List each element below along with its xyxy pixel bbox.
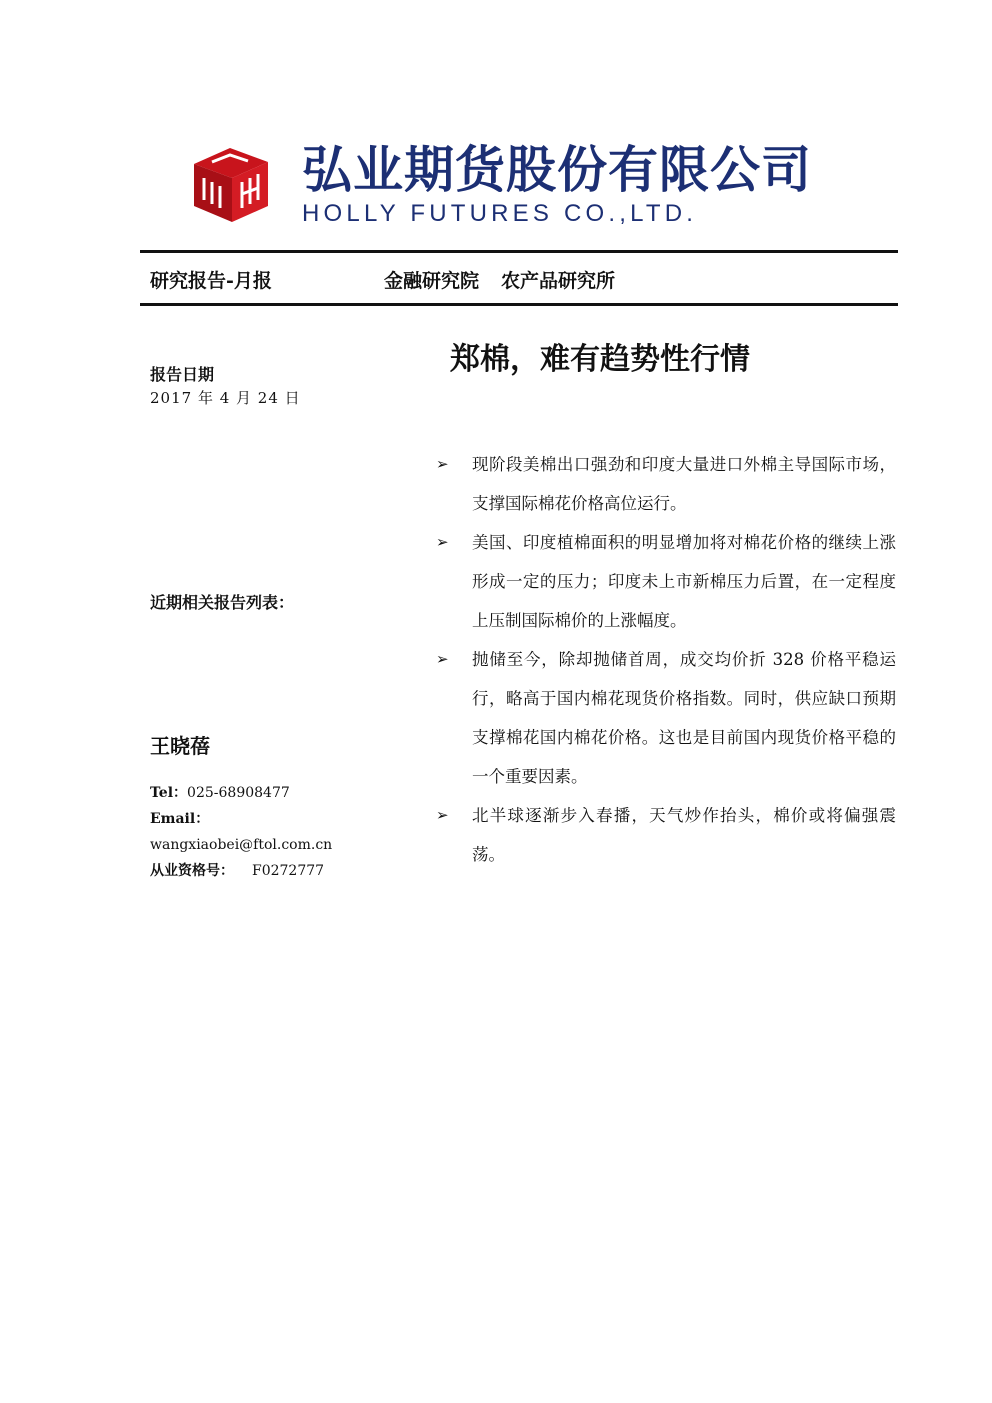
institute-line bbox=[384, 266, 637, 293]
summary-bullet bbox=[436, 445, 896, 523]
bullet-text: 美国、印度植棉面积的明显增加将对棉花价格的继续上涨形成一定的压力；印度未上市新棉压力后置，在一定程度上压制国际棉价的上涨幅度。 bbox=[472, 533, 896, 630]
summary-bullet bbox=[436, 796, 896, 874]
bullet-text: 现阶段美棉出口强劲和印度大量进口外棉主导国际市场，支撑国际棉花价格高位运行。 bbox=[472, 455, 896, 513]
bullet-text: 北半球逐渐步入春播，天气炒作抬头，棉价或将偏强震荡。 bbox=[472, 806, 896, 864]
author-contact bbox=[150, 780, 332, 884]
department-name: 农产品研究所 bbox=[501, 270, 616, 292]
license-value: F0272777 bbox=[252, 863, 325, 879]
license-label: 从业资格号： bbox=[150, 863, 234, 879]
header-bottom-rule bbox=[140, 303, 898, 306]
report-date: 2017 年 4 月 24 日 bbox=[150, 389, 301, 407]
header-top-rule bbox=[140, 250, 898, 253]
summary-bullets bbox=[436, 445, 896, 874]
holly-cube-logo-icon bbox=[190, 142, 272, 224]
arrowhead-bullet-icon: ➢ bbox=[436, 455, 449, 473]
company-logo bbox=[190, 140, 860, 230]
tel-value: 025-68908477 bbox=[187, 785, 290, 801]
email-label: Email： bbox=[150, 811, 210, 827]
related-reports-label: 近期相关报告列表： bbox=[150, 593, 295, 612]
report-title: 郑棉，难有趋势性行情 bbox=[450, 342, 750, 377]
company-name-en: HOLLY FUTURES CO.,LTD. bbox=[302, 200, 698, 227]
tel-line bbox=[150, 780, 332, 806]
summary-bullet bbox=[436, 640, 896, 796]
bullet-text: 抛储至今，除却抛储首周，成交均价折 328 价格平稳运行，略高于国内棉花现货价格指数。同时，供应缺口预期支撑棉花国内棉花价格。这也是目前国内现货价格平稳的一个重要因素。 bbox=[472, 650, 896, 786]
report-type: 研究报告-月报 bbox=[150, 270, 272, 292]
author-name: 王晓蓓 bbox=[150, 734, 210, 758]
license-line bbox=[150, 858, 332, 884]
email-value[interactable]: wangxiaobei@ftol.com.cn bbox=[150, 837, 333, 853]
date-label: 报告日期 bbox=[150, 365, 215, 384]
arrowhead-bullet-icon: ➢ bbox=[436, 806, 449, 824]
summary-bullet bbox=[436, 523, 896, 640]
institute-name: 金融研究院 bbox=[384, 270, 480, 292]
company-name-cn: 弘业期货股份有限公司 bbox=[302, 141, 812, 199]
arrowhead-bullet-icon: ➢ bbox=[436, 533, 449, 551]
tel-label: Tel： bbox=[150, 785, 188, 801]
arrowhead-bullet-icon: ➢ bbox=[436, 650, 449, 668]
